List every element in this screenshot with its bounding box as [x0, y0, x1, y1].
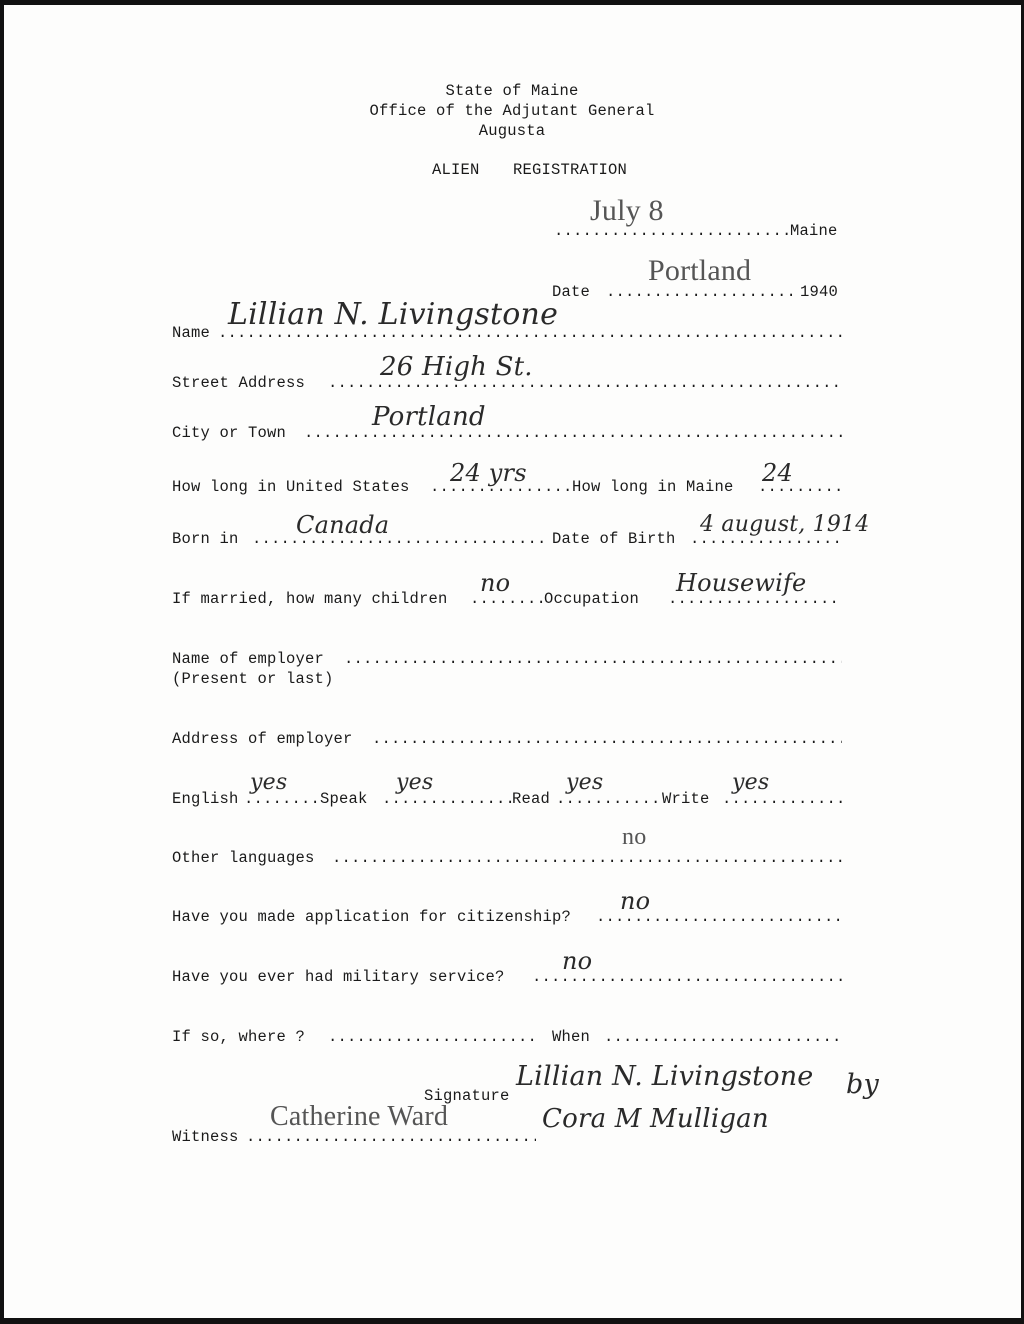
employer-name-dotted-line	[344, 649, 842, 669]
scan-border-top	[0, 0, 1024, 5]
handwritten-write: yes	[732, 770, 770, 795]
handwritten-how-long-maine: 24	[762, 459, 793, 487]
born-in-label: Born in	[172, 530, 239, 548]
header-city: Augusta	[478, 122, 546, 140]
handwritten-children: no	[480, 569, 511, 597]
employer-address-label: Address of employer	[172, 730, 353, 748]
military-label: Have you ever had military service?	[172, 968, 505, 986]
handwritten-read: yes	[566, 770, 604, 795]
name-label: Name	[172, 324, 211, 342]
handwritten-speak: yes	[396, 770, 434, 795]
date-label: Date	[552, 283, 591, 301]
witness-label: Witness	[172, 1128, 239, 1146]
handwritten-born-in: Canada	[296, 511, 390, 539]
handwritten-city: Portland	[372, 402, 486, 432]
if-so-where-dotted-line	[328, 1027, 540, 1047]
employer-note: (Present or last)	[172, 670, 334, 688]
if-so-where-label: If so, where ?	[172, 1028, 306, 1046]
speak-label: Speak	[320, 790, 368, 808]
how-long-maine-label: How long in Maine	[572, 478, 734, 496]
english-label: English	[172, 790, 239, 808]
header-state: State of Maine	[445, 82, 579, 100]
handwritten-signature-by: by	[846, 1069, 879, 1100]
title-alien: ALIEN	[432, 161, 480, 179]
employer-address-dotted-line	[372, 729, 842, 749]
city-label: City or Town	[172, 424, 287, 442]
how-long-us-label: How long in United States	[172, 478, 410, 496]
handwritten-other-languages: no	[622, 824, 647, 850]
handwritten-witness-2: Cora M Mulligan	[542, 1104, 769, 1134]
scan-border-bottom	[0, 1318, 1024, 1324]
employer-name-label: Name of employer	[172, 650, 325, 668]
signature-label: Signature	[424, 1087, 510, 1105]
handwritten-english: yes	[250, 770, 288, 795]
write-label: Write	[662, 790, 710, 808]
year-label: 1940	[800, 283, 839, 301]
when-dotted-line	[604, 1027, 842, 1047]
handwritten-occupation: Housewife	[676, 569, 807, 597]
handwritten-witness-1: Catherine Ward	[270, 1101, 449, 1132]
handwritten-street-address: 26 High St.	[380, 352, 533, 382]
handwritten-date-of-birth: 4 august, 1914	[700, 512, 870, 537]
handwritten-citizenship: no	[620, 887, 651, 915]
citizenship-label: Have you made application for citizenship?	[172, 908, 572, 926]
occupation-label: Occupation	[544, 590, 640, 608]
handwritten-military: no	[562, 947, 593, 975]
handwritten-name: Lillian N. Livingstone	[228, 297, 559, 332]
scan-border-left	[0, 0, 4, 1324]
handwritten-date: July 8	[590, 194, 664, 227]
children-label: If married, how many children	[172, 590, 448, 608]
date-of-birth-label: Date of Birth	[552, 530, 676, 548]
handwritten-place: Portland	[648, 254, 752, 287]
header-office: Office of the Adjutant General	[369, 102, 655, 120]
other-languages-label: Other languages	[172, 849, 315, 867]
read-label: Read	[512, 790, 551, 808]
title-registration: REGISTRATION	[513, 161, 628, 179]
handwritten-how-long-us: 24 yrs	[450, 459, 527, 487]
maine-label: Maine	[790, 222, 838, 240]
other-languages-dotted-line	[332, 848, 842, 868]
handwritten-signature: Lillian N. Livingstone	[516, 1061, 814, 1092]
street-address-label: Street Address	[172, 374, 306, 392]
when-label: When	[552, 1028, 591, 1046]
